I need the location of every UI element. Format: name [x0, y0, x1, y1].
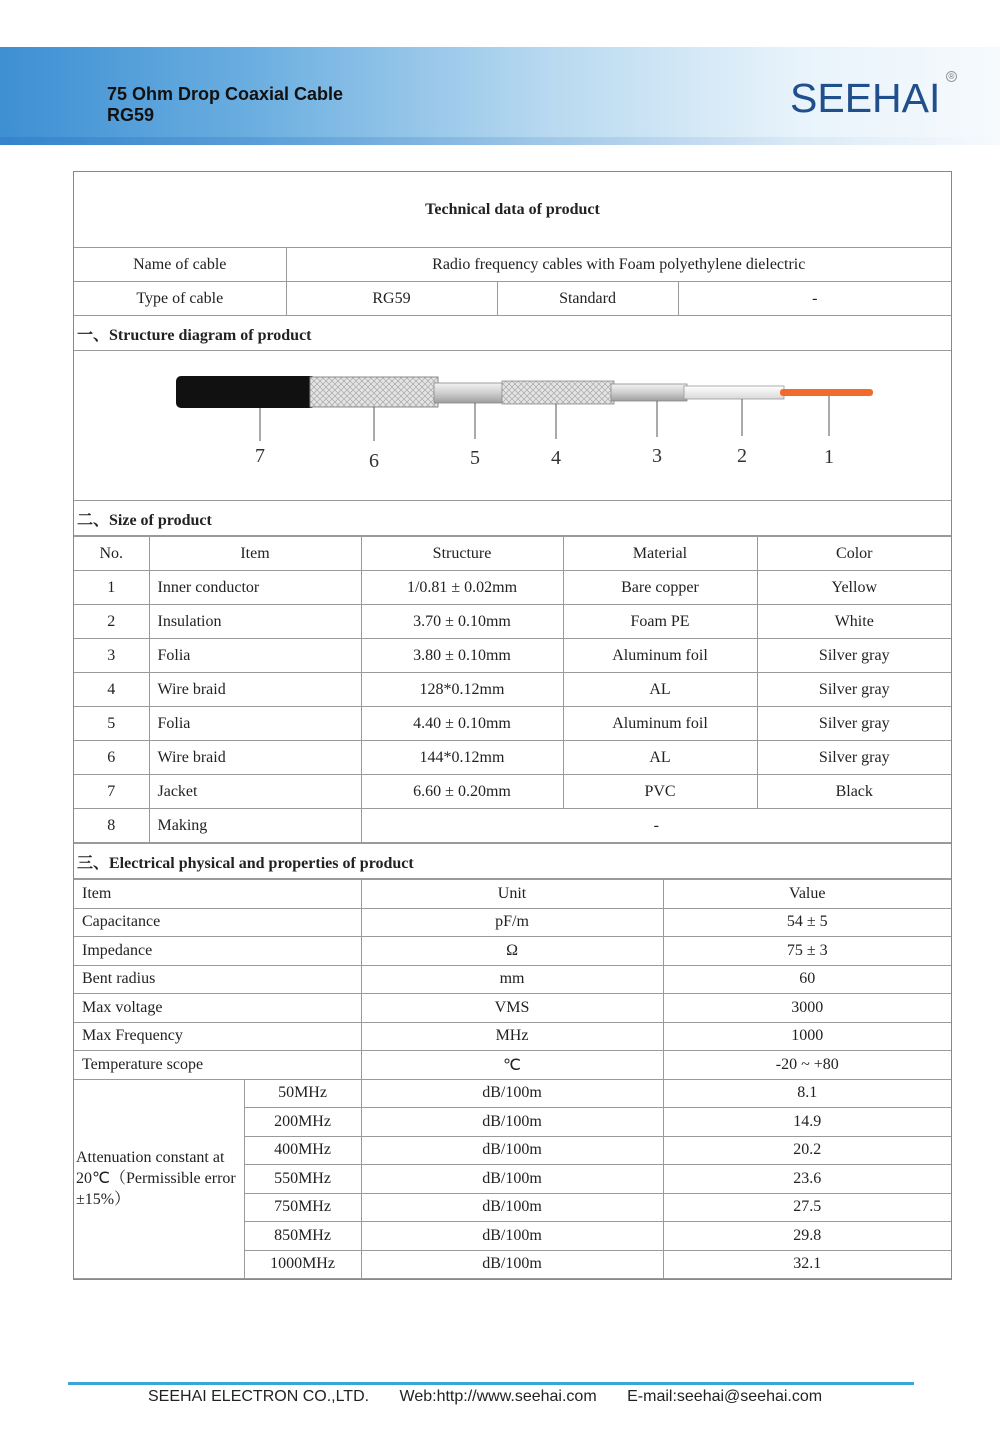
attenuation-frequency: 550MHz — [244, 1165, 361, 1194]
row-item: Max Frequency — [74, 1022, 361, 1051]
row-structure: - — [361, 809, 951, 843]
table-row — [74, 1079, 951, 1108]
header-structure: Structure — [361, 537, 563, 571]
row-no: 1 — [74, 571, 149, 605]
type-of-cable-label: Type of cable — [74, 282, 286, 316]
row-item: Bent radius — [74, 965, 361, 994]
row-item: Making — [149, 809, 361, 843]
attenuation-frequency: 200MHz — [244, 1108, 361, 1137]
diagram-label-5: 5 — [470, 447, 480, 469]
row-unit: VMS — [361, 994, 663, 1023]
table-row — [74, 775, 951, 809]
attenuation-value: 29.8 — [663, 1222, 951, 1251]
row-unit: Ω — [361, 937, 663, 966]
registered-mark-icon: ® — [946, 71, 957, 82]
row-unit: MHz — [361, 1022, 663, 1051]
product-title — [107, 84, 343, 126]
row-unit: mm — [361, 965, 663, 994]
footer-divider — [68, 1382, 914, 1385]
footer-email-link[interactable]: E-mail:seehai@seehai.com — [627, 1388, 823, 1405]
row-color: Silver gray — [757, 741, 951, 775]
row-item: Folia — [149, 639, 361, 673]
attenuation-unit: dB/100m — [361, 1136, 663, 1165]
general-info-table — [74, 172, 951, 536]
table-row — [74, 994, 951, 1023]
attenuation-frequency: 400MHz — [244, 1136, 361, 1165]
row-no: 5 — [74, 707, 149, 741]
row-material: Foam PE — [563, 605, 757, 639]
diagram-label-7: 7 — [255, 445, 265, 467]
row-material: AL — [563, 741, 757, 775]
technical-data-sheet — [73, 171, 952, 1280]
header-banner — [0, 47, 1000, 145]
row-no: 2 — [74, 605, 149, 639]
row-value: 75 ± 3 — [663, 937, 951, 966]
footer-company: SEEHAI ELECTRON CO.,LTD. — [148, 1388, 370, 1405]
row-unit: ℃ — [361, 1051, 663, 1080]
structure-diagram — [74, 351, 951, 501]
section-heading-structure: 一、Structure diagram of product — [74, 316, 951, 351]
row-item: Jacket — [149, 775, 361, 809]
header-item: Item — [149, 537, 361, 571]
attenuation-frequency: 850MHz — [244, 1222, 361, 1251]
row-structure: 1/0.81 ± 0.02mm — [361, 571, 563, 605]
type-of-cable-value: RG59 — [286, 282, 497, 316]
table-row — [74, 965, 951, 994]
table-row — [74, 908, 951, 937]
attenuation-value: 23.6 — [663, 1165, 951, 1194]
attenuation-unit: dB/100m — [361, 1108, 663, 1137]
diagram-label-3: 3 — [652, 445, 662, 467]
standard-value: - — [678, 282, 951, 316]
header-no: No. — [74, 537, 149, 571]
table-row — [74, 639, 951, 673]
attenuation-value: 32.1 — [663, 1250, 951, 1279]
row-no: 6 — [74, 741, 149, 775]
product-title-line2: RG59 — [107, 105, 155, 125]
attenuation-unit: dB/100m — [361, 1079, 663, 1108]
coaxial-cable-diagram-icon — [74, 351, 951, 495]
row-no: 8 — [74, 809, 149, 843]
row-item: Impedance — [74, 937, 361, 966]
attenuation-value: 14.9 — [663, 1108, 951, 1137]
row-material: PVC — [563, 775, 757, 809]
table-row — [74, 673, 951, 707]
attenuation-frequency: 50MHz — [244, 1079, 361, 1108]
row-structure: 6.60 ± 0.20mm — [361, 775, 563, 809]
row-value: 54 ± 5 — [663, 908, 951, 937]
table-row — [74, 809, 951, 843]
row-item: Max voltage — [74, 994, 361, 1023]
row-material: Bare copper — [563, 571, 757, 605]
table-row — [74, 571, 951, 605]
attenuation-value: 27.5 — [663, 1193, 951, 1222]
header-unit: Unit — [361, 880, 663, 909]
row-no: 4 — [74, 673, 149, 707]
diagram-label-2: 2 — [737, 445, 747, 467]
footer — [148, 1388, 848, 1406]
table-row — [74, 605, 951, 639]
header-value: Value — [663, 880, 951, 909]
row-material: Aluminum foil — [563, 707, 757, 741]
attenuation-unit: dB/100m — [361, 1222, 663, 1251]
section-heading-size: 二、Size of product — [74, 501, 951, 536]
attenuation-value: 20.2 — [663, 1136, 951, 1165]
row-item: Temperature scope — [74, 1051, 361, 1080]
diagram-label-1: 1 — [824, 446, 834, 468]
table-row — [74, 937, 951, 966]
row-color: Silver gray — [757, 639, 951, 673]
row-structure: 144*0.12mm — [361, 741, 563, 775]
electrical-table — [74, 879, 951, 1279]
diagram-label-4: 4 — [551, 447, 561, 469]
diagram-label-6: 6 — [369, 450, 379, 472]
row-structure: 128*0.12mm — [361, 673, 563, 707]
attenuation-frequency: 750MHz — [244, 1193, 361, 1222]
size-table-header — [74, 537, 951, 571]
section-heading-electrical: 三、Electrical physical and properties of product — [74, 844, 951, 879]
attenuation-value: 8.1 — [663, 1079, 951, 1108]
row-no: 3 — [74, 639, 149, 673]
header-color: Color — [757, 537, 951, 571]
document-title: Technical data of product — [74, 172, 951, 248]
row-color: Silver gray — [757, 707, 951, 741]
row-value: 1000 — [663, 1022, 951, 1051]
row-structure: 4.40 ± 0.10mm — [361, 707, 563, 741]
header-material: Material — [563, 537, 757, 571]
row-color: White — [757, 605, 951, 639]
row-unit: pF/m — [361, 908, 663, 937]
attenuation-frequency: 1000MHz — [244, 1250, 361, 1279]
row-color: Black — [757, 775, 951, 809]
row-material: AL — [563, 673, 757, 707]
row-value: -20 ~ +80 — [663, 1051, 951, 1080]
row-item: Insulation — [149, 605, 361, 639]
row-item: Inner conductor — [149, 571, 361, 605]
size-table — [74, 536, 951, 843]
footer-website-link[interactable]: Web:http://www.seehai.com — [399, 1388, 597, 1405]
attenuation-label: Attenuation constant at 20℃（Permissible error ±15%） — [74, 1079, 244, 1279]
name-of-cable-label: Name of cable — [74, 248, 286, 282]
row-value: 3000 — [663, 994, 951, 1023]
table-row — [74, 1022, 951, 1051]
product-title-line1: 75 Ohm Drop Coaxial Cable — [107, 84, 344, 104]
row-value: 60 — [663, 965, 951, 994]
standard-label: Standard — [497, 282, 678, 316]
row-structure: 3.70 ± 0.10mm — [361, 605, 563, 639]
electrical-table-header — [74, 880, 951, 909]
table-row — [74, 741, 951, 775]
header-item: Item — [74, 880, 361, 909]
row-no: 7 — [74, 775, 149, 809]
seehai-logo: SEEHAI — [790, 75, 941, 121]
row-item: Wire braid — [149, 741, 361, 775]
row-color: Silver gray — [757, 673, 951, 707]
attenuation-unit: dB/100m — [361, 1193, 663, 1222]
row-item: Wire braid — [149, 673, 361, 707]
table-row — [74, 707, 951, 741]
attenuation-unit: dB/100m — [361, 1165, 663, 1194]
electrical-section-heading-table — [74, 843, 951, 879]
row-structure: 3.80 ± 0.10mm — [361, 639, 563, 673]
table-row — [74, 1051, 951, 1080]
attenuation-unit: dB/100m — [361, 1250, 663, 1279]
row-item: Folia — [149, 707, 361, 741]
row-item: Capacitance — [74, 908, 361, 937]
name-of-cable-value: Radio frequency cables with Foam polyethylene dielectric — [286, 248, 951, 282]
row-material: Aluminum foil — [563, 639, 757, 673]
row-color: Yellow — [757, 571, 951, 605]
